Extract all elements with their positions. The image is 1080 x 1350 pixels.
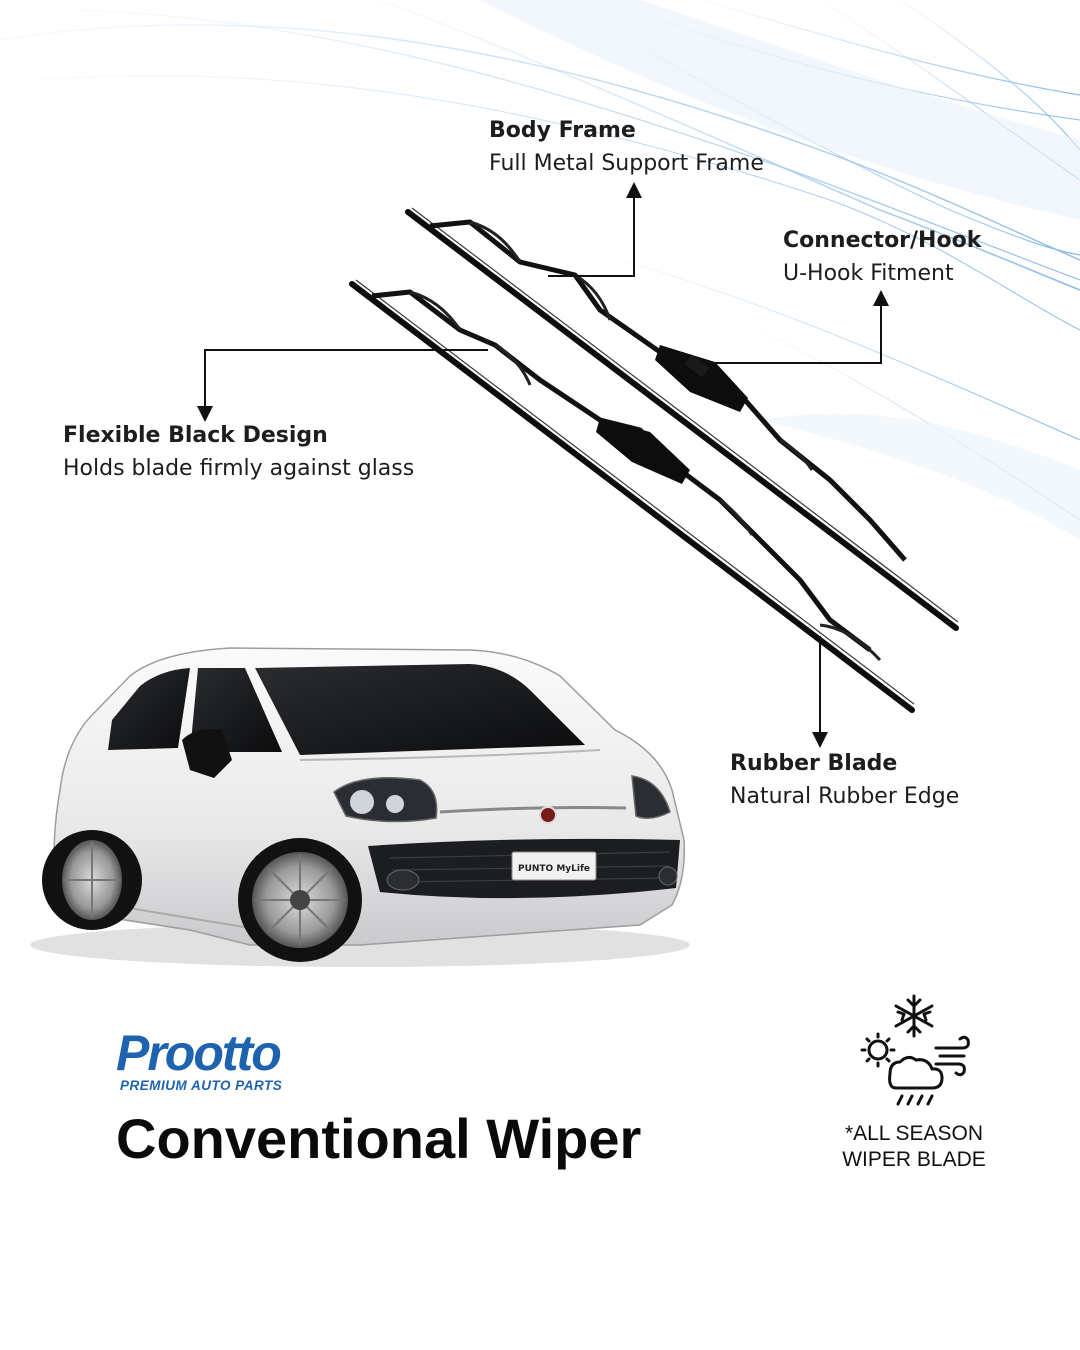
callout-title: Connector/Hook bbox=[783, 228, 982, 253]
callout-description: Natural Rubber Edge bbox=[730, 784, 960, 809]
all-season-line-1: *ALL SEASON bbox=[844, 1122, 984, 1145]
all-season-icon bbox=[852, 992, 976, 1110]
brand-tagline: PREMIUM AUTO PARTS bbox=[120, 1078, 283, 1093]
wind-icon bbox=[936, 1037, 968, 1075]
product-title: Conventional Wiper bbox=[116, 1107, 642, 1170]
license-plate-text: PUNTO MyLife bbox=[517, 864, 591, 874]
brand-logo bbox=[112, 1024, 312, 1104]
sun-icon bbox=[862, 1034, 894, 1066]
rain-cloud-icon bbox=[890, 1057, 942, 1104]
brand-name: Prootto bbox=[116, 1025, 280, 1081]
callout-description: Full Metal Support Frame bbox=[489, 151, 764, 176]
front-wheel bbox=[238, 838, 362, 962]
callout-description: Holds blade firmly against glass bbox=[63, 456, 415, 481]
rear-wheel bbox=[42, 830, 142, 930]
callout-title: Rubber Blade bbox=[730, 751, 898, 776]
all-season-line-2: WIPER BLADE bbox=[842, 1148, 986, 1171]
snowflake-icon bbox=[896, 996, 932, 1036]
all-season-label bbox=[834, 1121, 994, 1173]
callout-title: Body Frame bbox=[489, 118, 636, 143]
callout-title: Flexible Black Design bbox=[63, 423, 328, 448]
callout-description: U-Hook Fitment bbox=[783, 261, 954, 286]
